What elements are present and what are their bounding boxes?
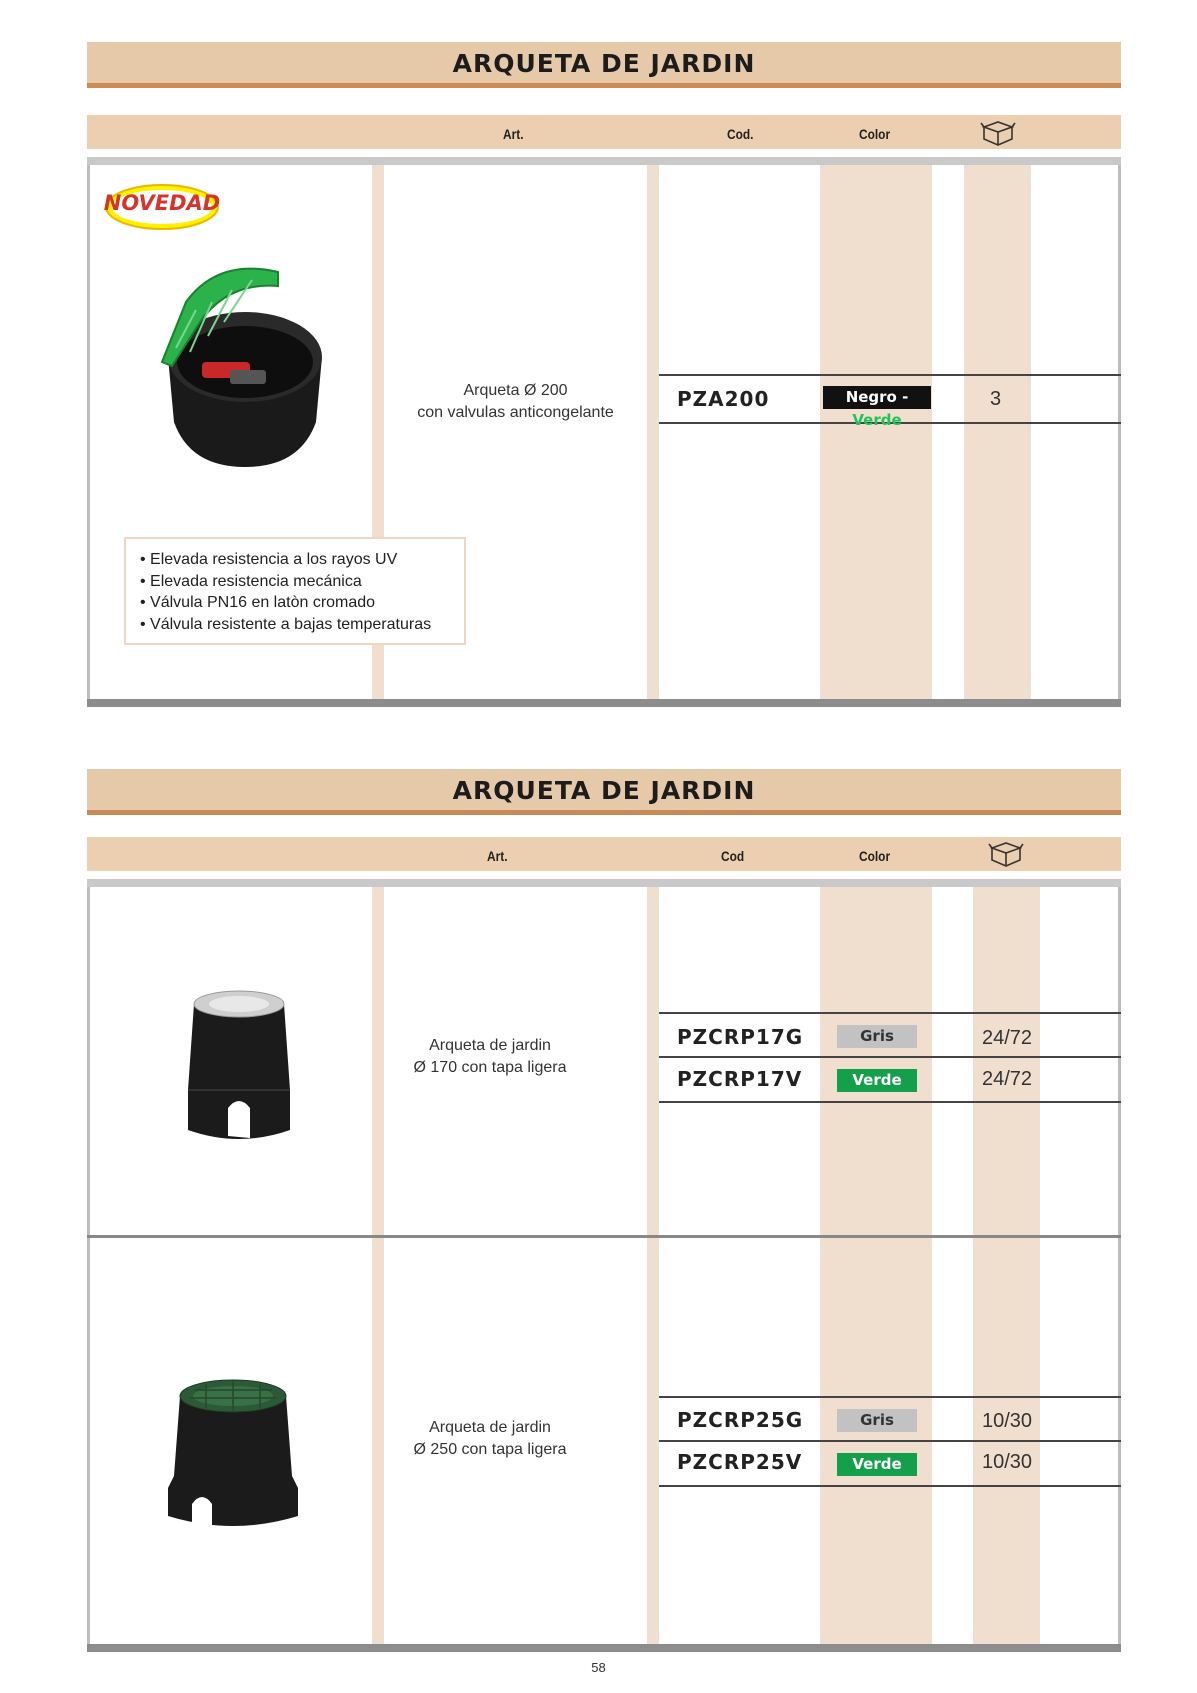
- color-badge-gris: Gris: [837, 1409, 917, 1432]
- novedad-label: NOVEDAD: [103, 191, 221, 215]
- product-code: PZCRP17G: [677, 1025, 804, 1049]
- row-divider: [659, 1396, 1121, 1398]
- product-description: [384, 1035, 596, 1079]
- header-art: Art.: [503, 126, 524, 142]
- product-separator: [87, 1235, 1121, 1238]
- box-icon: [988, 840, 1024, 868]
- package-qty: 24/72: [982, 1027, 1033, 1049]
- valve-box-170-image: [186, 990, 292, 1142]
- color-badge-negro-verde: [823, 386, 931, 429]
- table-bottom-border: [87, 1644, 1121, 1652]
- description-line: Ø 170 con tapa ligera: [413, 1059, 567, 1076]
- table-bottom-border: [87, 699, 1121, 707]
- product-code: PZCRP25G: [677, 1408, 804, 1432]
- valve-box-250-image: [166, 1376, 300, 1530]
- color-column-band: [820, 887, 932, 1644]
- column-divider: [372, 887, 384, 1644]
- feature-item: • Elevada resistencia mecánica: [140, 572, 362, 590]
- row-divider: [659, 1485, 1121, 1487]
- description-line: Arqueta de jardin: [429, 1037, 551, 1054]
- description-line: con valvulas anticongelante: [417, 404, 614, 421]
- product-description: [384, 1417, 596, 1461]
- row-divider: [659, 1056, 1121, 1058]
- package-qty: 3: [990, 388, 1002, 410]
- product-description: [384, 380, 647, 424]
- row-divider: [659, 1012, 1121, 1014]
- column-divider: [647, 165, 659, 699]
- table-top-border: [87, 157, 1121, 165]
- section-title-bar: [87, 42, 1121, 88]
- row-divider: [659, 374, 1121, 376]
- table-top-border: [87, 879, 1121, 887]
- package-qty: 10/30: [982, 1451, 1033, 1473]
- description-line: Arqueta de jardin: [429, 1419, 551, 1436]
- box-icon: [980, 119, 1016, 147]
- header-color: Color: [859, 848, 891, 864]
- section-title: ARQUETA DE JARDIN: [452, 776, 756, 805]
- color-badge-verde: Verde: [837, 1069, 917, 1092]
- features-box: [124, 537, 466, 645]
- feature-item: • Válvula PN16 en latòn cromado: [140, 594, 376, 611]
- package-qty: 24/72: [982, 1068, 1033, 1090]
- color-column-band: [820, 165, 932, 699]
- product-code: PZCRP25V: [677, 1450, 803, 1474]
- color-badge-verde: Verde: [837, 1453, 917, 1476]
- header-cod: Cod: [721, 848, 745, 864]
- section-title: ARQUETA DE JARDIN: [452, 49, 756, 78]
- section-title-bar: [87, 769, 1121, 815]
- valve-box-round-image: [160, 262, 326, 472]
- column-divider: [647, 887, 659, 1644]
- feature-item: • Elevada resistencia a los rayos UV: [140, 551, 398, 568]
- header-cod: Cod.: [727, 126, 754, 142]
- qty-column-band: [964, 165, 1031, 699]
- color-label-negro: Negro -: [845, 388, 909, 406]
- color-label-verde: Verde: [852, 411, 902, 429]
- feature-item: • Válvula resistente a bajas temperaturas: [140, 615, 432, 633]
- row-divider: [659, 1440, 1121, 1442]
- description-line: Arqueta Ø 200: [463, 382, 568, 399]
- column-header: [87, 837, 1121, 871]
- page-number: 58: [591, 1660, 606, 1675]
- color-badge-gris: Gris: [837, 1025, 917, 1048]
- header-color: Color: [859, 126, 891, 142]
- description-line: Ø 250 con tapa ligera: [413, 1441, 567, 1458]
- product-code: PZCRP17V: [677, 1067, 803, 1091]
- product-code: PZA200: [677, 387, 770, 411]
- qty-column-band: [973, 887, 1040, 1644]
- row-divider: [659, 1101, 1121, 1103]
- package-qty: 10/30: [982, 1410, 1033, 1432]
- column-header: [87, 115, 1121, 149]
- header-art: Art.: [487, 848, 508, 864]
